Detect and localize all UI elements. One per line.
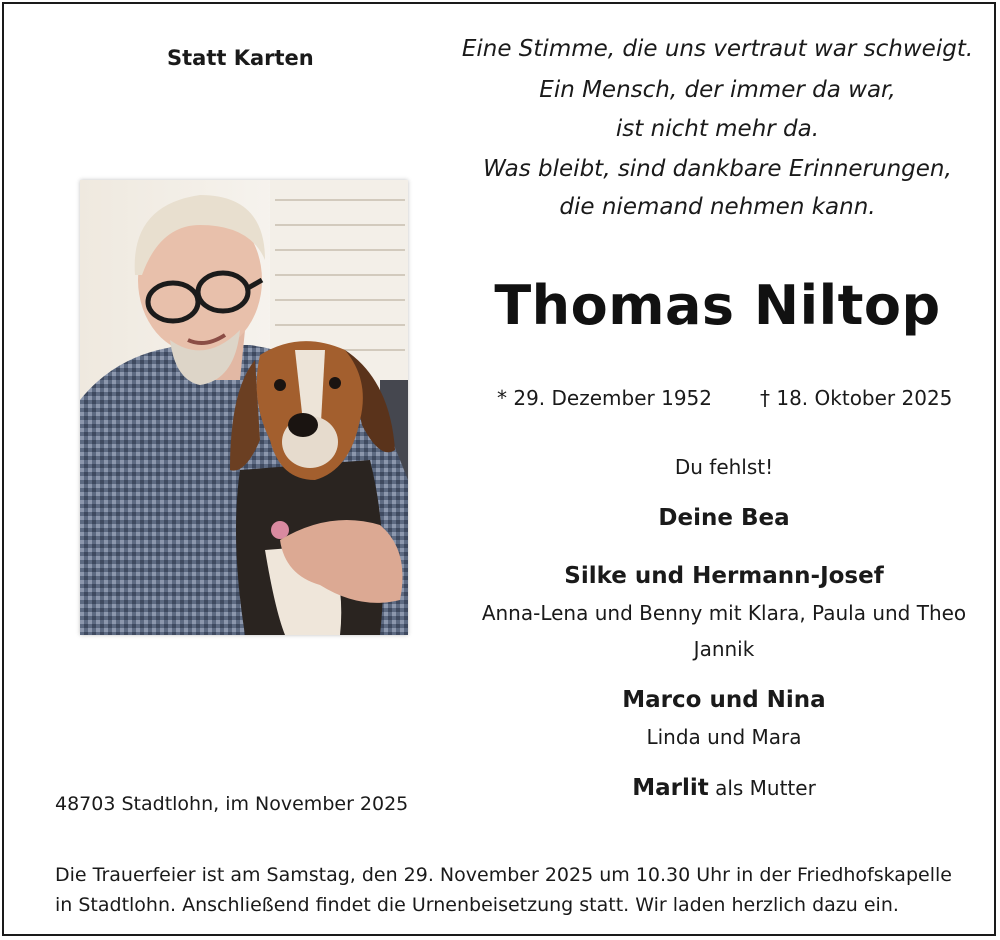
poem-line-4: Was bleibt, sind dankbare Erinnerungen, <box>483 156 952 182</box>
funeral-info-line-1: Die Trauerfeier ist am Samstag, den 29. November 2025 um 10.30 Uhr in der Friedhofskapelle <box>55 864 952 886</box>
mourner-family-2: Marco und Nina <box>622 687 826 713</box>
mourner-spouse: Deine Bea <box>658 505 790 531</box>
message-du-fehlst: Du fehlst! <box>674 455 774 479</box>
deceased-name: Thomas Niltop <box>494 274 941 337</box>
mourner-mother <box>450 775 998 801</box>
funeral-info <box>55 860 952 920</box>
mourner-family-2-children: Linda und Mara <box>646 725 802 749</box>
place-and-date: 48703 Stadtlohn, im November 2025 <box>55 793 409 815</box>
mourner-family-1-children: Anna-Lena und Benny mit Klara, Paula und Theo <box>481 601 967 625</box>
poem-line-5: die niemand nehmen kann. <box>559 194 876 220</box>
poem-line-2: Ein Mensch, der immer da war, <box>539 77 896 103</box>
birth-date: * 29. Dezember 1952 <box>497 386 712 410</box>
poem-line-3: ist nicht mehr da. <box>615 116 820 142</box>
statt-karten-label: Statt Karten <box>167 46 314 70</box>
funeral-info-line-2: in Stadtlohn. Anschließend findet die Urnenbeisetzung statt. Wir laden herzlich dazu ein. <box>55 894 899 916</box>
mourner-family-1: Silke und Hermann-Josef <box>564 563 884 589</box>
portrait-photo <box>80 180 408 635</box>
death-date: † 18. Oktober 2025 <box>760 386 953 410</box>
mourner-family-1-child-2: Jannik <box>693 637 755 661</box>
poem-line-1: Eine Stimme, die uns vertraut war schweigt. <box>461 36 974 62</box>
mother-name: Marlit <box>632 775 709 801</box>
mother-role: als Mutter <box>715 776 816 800</box>
